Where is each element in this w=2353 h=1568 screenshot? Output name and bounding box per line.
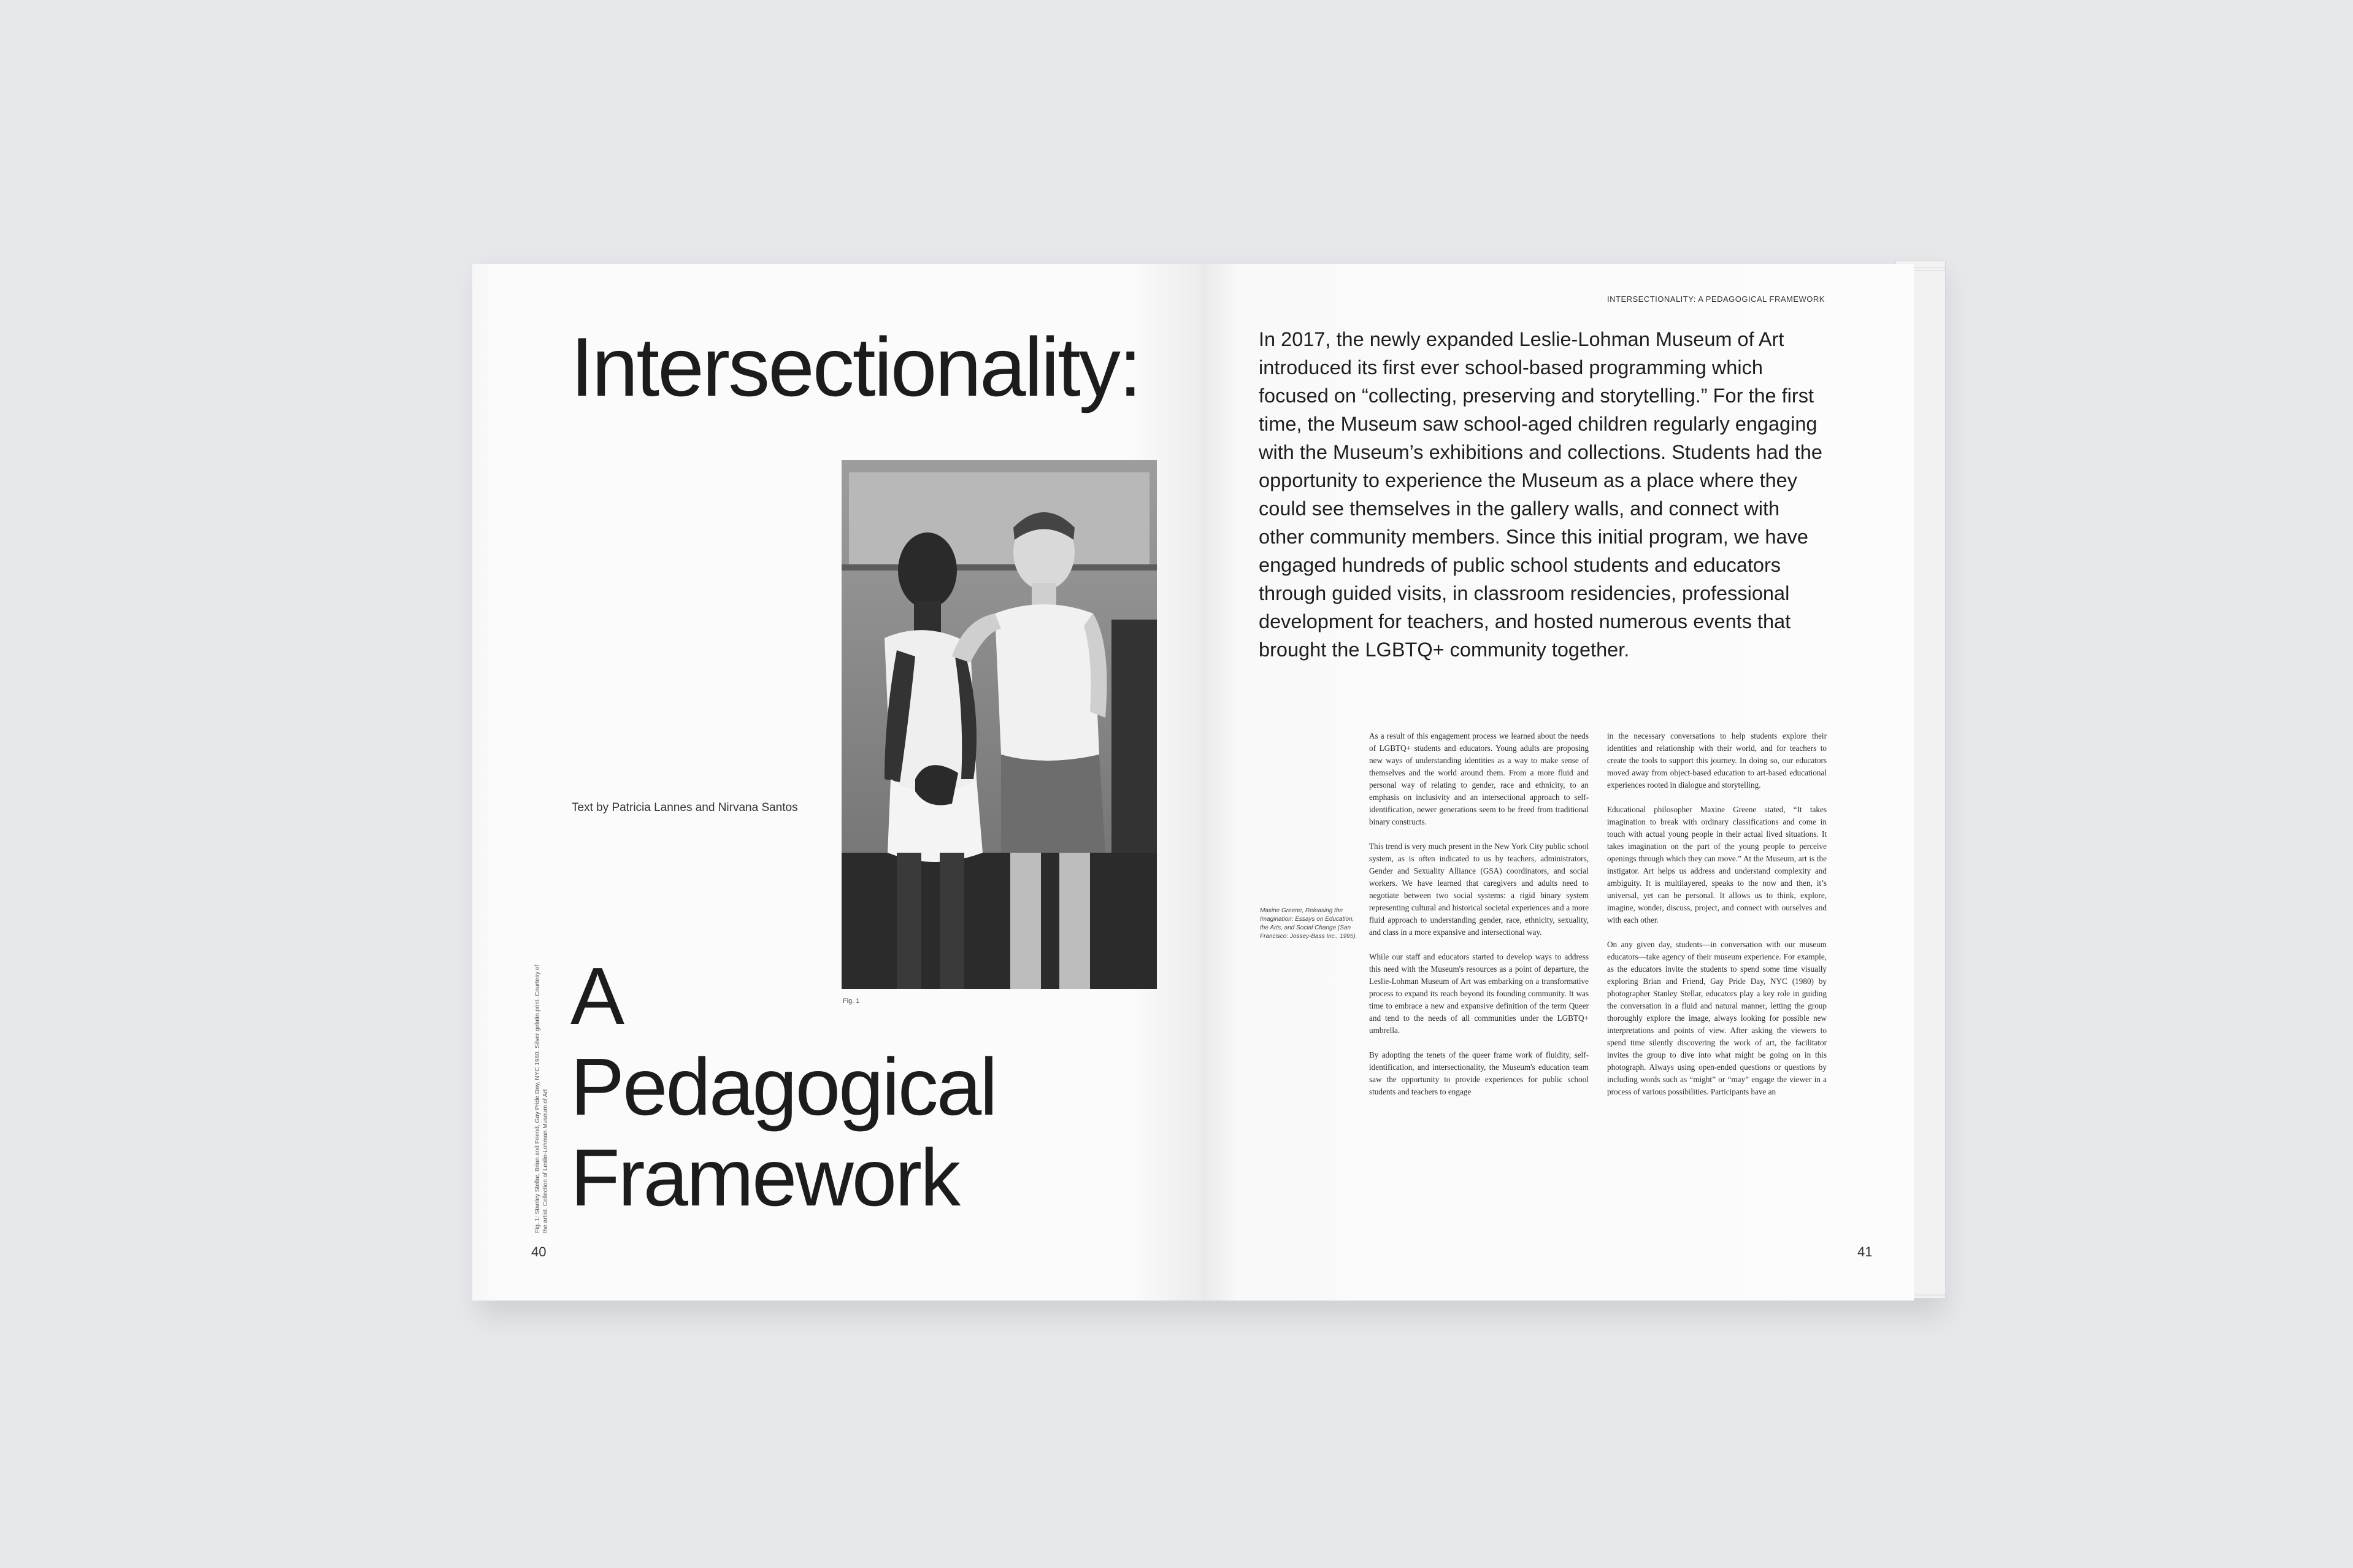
- black-and-white-photograph: [842, 460, 1157, 989]
- body-column-right: [1607, 730, 1827, 1110]
- figure-label: Fig. 1: [843, 997, 860, 1005]
- body-paragraph: On any given day, students—in conversation with our museum educators—take agency of their museum experience. For example, as the educators invite the students to spend some time visually exploring Brian and Friend, Gay Pride Day, NYC (1980) by photographer Stanley Stellar, educators play a key role in guiding the conversation in a fluid and natural manner, letting the group thoroughly explore the image, always looking for possible new interpretations and points of view. After asking the viewers to spend time silently discovering the work of art, the facilitator invites the group to dive into what might be going on in this photograph. Always using open-ended questions or questions by including words such as “might” or “may” engage the viewer in a process of various possibilities. Participants have an: [1607, 940, 1827, 1096]
- body-paragraph: As a result of this engagement process we learned about the needs of LGBTQ+ students and educators. Young adults are proposing new ways of understanding identities as a way to make sense of themselves and the world around them. From a more fluid and personal way of relating to gender, race and ethnicity, to an emphasis on inclusivity and an intersectional approach to self-identification, newer generations seem to be freed from traditional binary constructs.: [1369, 731, 1589, 826]
- right-page: [1202, 264, 1914, 1301]
- subtitle-line-1: A: [570, 951, 623, 1041]
- article-title: Intersectionality:: [570, 320, 1140, 413]
- side-note: Maxine Greene, Releasing the Imagination: Essays on Education, the Arts, and Social Change (San Francisco: Jossey-Bass Inc., 1995).: [1260, 907, 1357, 940]
- vertical-photo-caption: Fig. 1: Stanley Stellar, Brian and Friend, Gay Pride Day, NYC 1980. Silver gelatin print. Courtesy of the artist. Collection of Leslie-Lohman Museum of Art: [534, 964, 549, 1233]
- page-number-left: 40: [531, 1244, 547, 1259]
- subtitle-line-2: Pedagogical: [570, 1042, 996, 1132]
- body-paragraph: By adopting the tenets of the queer frame work of fluidity, self-identification, and intersectionality, the Museum's education team saw the opportunity to provide experiences for public school students and teachers to engage: [1369, 1050, 1589, 1096]
- page-number-right: 41: [1857, 1244, 1873, 1259]
- left-page: [472, 264, 1202, 1301]
- body-paragraph: While our staff and educators started to develop ways to address this need with the Museum's resources as a point of departure, the Leslie-Lohman Museum of Art was embarking on a transformative process to expand its reach beyond its founding community. It was time to embrace a new and expansive definition of the term Queer and tend to the needs of all communities under the LGBTQ+ umbrella.: [1369, 952, 1589, 1035]
- body-paragraph: in the necessary conversations to help students explore their identities and relationship with their world, and for teachers to create the tools to support this journey. In doing so, our educators moved away from object-based education to art-based educational experiences rooted in dialogue and storytelling.: [1607, 731, 1827, 790]
- body-paragraph: This trend is very much present in the New York City public school system, as is often indicated to us by teachers, administrators, Gender and Sexuality Alliance (GSA) coordinators, and social workers. We have learned that caregivers and adults need to negotiate between two social systems: a rigid binary system representing cultural and historical societal experiences and a more fluid approach to understanding gender, race, ethnicity, sexuality, and class in a more expansive and intersectional way.: [1369, 842, 1589, 937]
- article-subtitle: [570, 951, 996, 1223]
- intro-paragraph: In 2017, the newly expanded Leslie-Lohman Museum of Art introduced its first ever school-based programming which focused on “collecting, preserving and storytelling.” For the first time, the Museum saw school-aged children regularly engaging with the Museum’s exhibitions and collections. Students had the opportunity to experience the Museum as a place where they could see themselves in the gallery walls, and connect with other community members. Since this initial program, we have engaged hundreds of public school students and educators through guided visits, in classroom residencies, professional development for teachers, and hosted numerous events that brought the LGBTQ+ community together.: [1259, 328, 1822, 661]
- subtitle-line-3: Framework: [570, 1132, 959, 1223]
- running-head: INTERSECTIONALITY: A PEDAGOGICAL FRAMEWORK: [1607, 294, 1825, 304]
- byline: Text by Patricia Lannes and Nirvana Santos: [572, 801, 798, 814]
- body-column-left: [1369, 730, 1589, 1110]
- body-paragraph: Educational philosopher Maxine Greene stated, “It takes imagination to break with ordinary classifications and come in touch with actual young people in their actual lived situations. It takes imagination on the part of the young people to perceive openings through which they can move.” At the Museum, art is the instigator. Art helps us address and understand complexity and ambiguity. It is multilayered, speaks to the now and then, it’s universal, yet can be personal. It allows us to think, explore, imagine, wonder, discuss, project, and connect with ourselves and with each other.: [1607, 805, 1827, 924]
- photo-image: [842, 460, 1157, 989]
